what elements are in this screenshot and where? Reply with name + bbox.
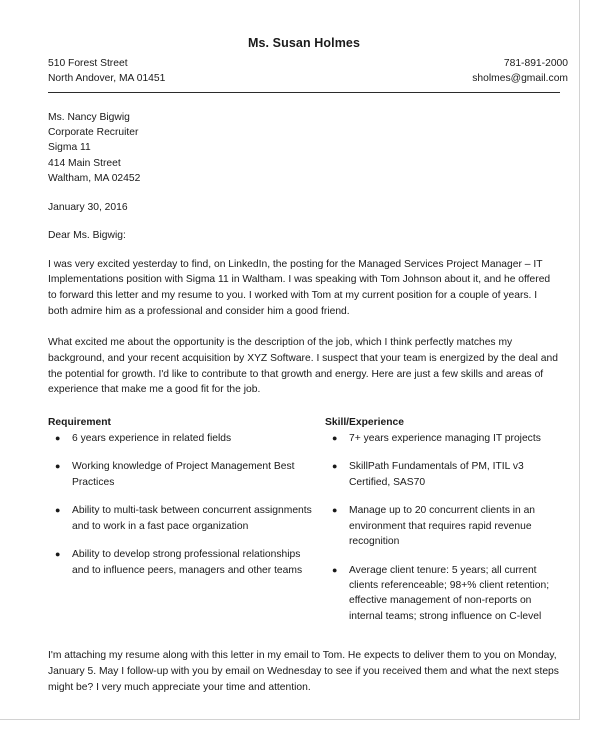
- requirement-column: [48, 417, 325, 624]
- letter-content: [48, 36, 568, 695]
- list-item-text: Manage up to 20 concurrent clients in an environment that requires rapid revenue recognition: [349, 505, 536, 548]
- recipient-address-block: [48, 110, 560, 186]
- bullet-icon: ●: [332, 505, 338, 516]
- list-item-text: Ability to multi-task between concurrent assignments and to work in a fast pace organization: [72, 505, 312, 532]
- list-item-text: Ability to develop strong professional relationships and to influence peers, managers and other teams: [72, 549, 303, 576]
- letterhead-divider: [48, 92, 560, 93]
- bullet-icon: ●: [55, 461, 61, 472]
- requirement-list: [48, 431, 317, 578]
- sender-city-state-zip: North Andover, MA 01451: [48, 72, 166, 84]
- sender-email: sholmes@gmail.com: [472, 72, 568, 84]
- list-item: [325, 459, 560, 490]
- list-item: [48, 547, 317, 578]
- bullet-icon: ●: [55, 432, 61, 443]
- list-item: [48, 459, 317, 490]
- list-item-text: Working knowledge of Project Management Best Practices: [72, 461, 295, 488]
- sender-phone: 781-891-2000: [503, 58, 568, 69]
- bullet-icon: ●: [332, 461, 338, 472]
- bullet-icon: ●: [332, 432, 338, 443]
- letterhead-name: Ms. Susan Holmes: [247, 36, 361, 50]
- recipient-name: Ms. Nancy Bigwig: [48, 112, 130, 124]
- recipient-city-state-zip: Waltham, MA 02452: [48, 172, 141, 184]
- bullet-icon: ●: [55, 549, 61, 560]
- skill-column-heading: Skill/Experience: [325, 416, 404, 428]
- letterhead-contact-row: [48, 57, 568, 86]
- list-item: [325, 503, 560, 549]
- sender-contact: [472, 57, 568, 86]
- list-item-text: 6 years experience in related fields: [72, 432, 232, 444]
- recipient-street: 414 Main Street: [48, 157, 121, 169]
- salutation: Dear Ms. Bigwig:: [48, 229, 126, 241]
- sender-street: 510 Forest Street: [48, 58, 128, 69]
- requirement-column-heading: Requirement: [48, 416, 111, 428]
- list-item: [325, 431, 560, 446]
- bullet-icon: ●: [332, 564, 338, 575]
- list-item-text: 7+ years experience managing IT projects: [349, 432, 541, 444]
- skill-column: [325, 417, 560, 624]
- sender-address: [48, 57, 165, 86]
- letter-date: January 30, 2016: [48, 201, 128, 213]
- skill-list: [325, 431, 560, 624]
- list-item-text: SkillPath Fundamentals of PM, ITIL v3 Certified, SAS70: [349, 461, 524, 488]
- list-item: [325, 563, 560, 625]
- bullet-icon: ●: [55, 505, 61, 516]
- recipient-company: Sigma 11: [48, 142, 91, 154]
- closing-paragraph: I'm attaching my resume along with this letter in my email to Tom. He expects to deliver them to you on Monday, January 5. May I follow-up with you by email on Wednesday to see if you received them and what the next steps might be? I very much appreciate your time and attention.: [48, 650, 559, 693]
- list-item: [48, 503, 317, 534]
- list-item: [48, 431, 317, 446]
- requirement-skill-comparison: [48, 417, 560, 624]
- list-item-text: Average client tenure: 5 years; all current clients referenceable; 98+% client retention; effective management of non-reports on internal teams; strong influence on C-level: [349, 564, 550, 622]
- body-paragraph-2: What excited me about the opportunity is the description of the job, which I think perfectly matches my background, and your recent acquisition by XYZ Software. I suspect that your team is energized by the deal and the potential for growth. I'd like to contribute to that growth and energy. Here are just a few skills and areas of experience that make me a good fit for the job.: [48, 337, 558, 396]
- body-paragraph-1: I was very excited yesterday to find, on LinkedIn, the posting for the Managed Services Project Manager – IT Implementations position with Sigma 11 in Waltham. I was speaking with Tom Johnson about it, and he offered to forward this letter and my resume to you. I worked with Tom at my current position for a couple of years. I both admire him as a professional and consider him a good friend.: [48, 258, 551, 317]
- recipient-title: Corporate Recruiter: [48, 127, 139, 139]
